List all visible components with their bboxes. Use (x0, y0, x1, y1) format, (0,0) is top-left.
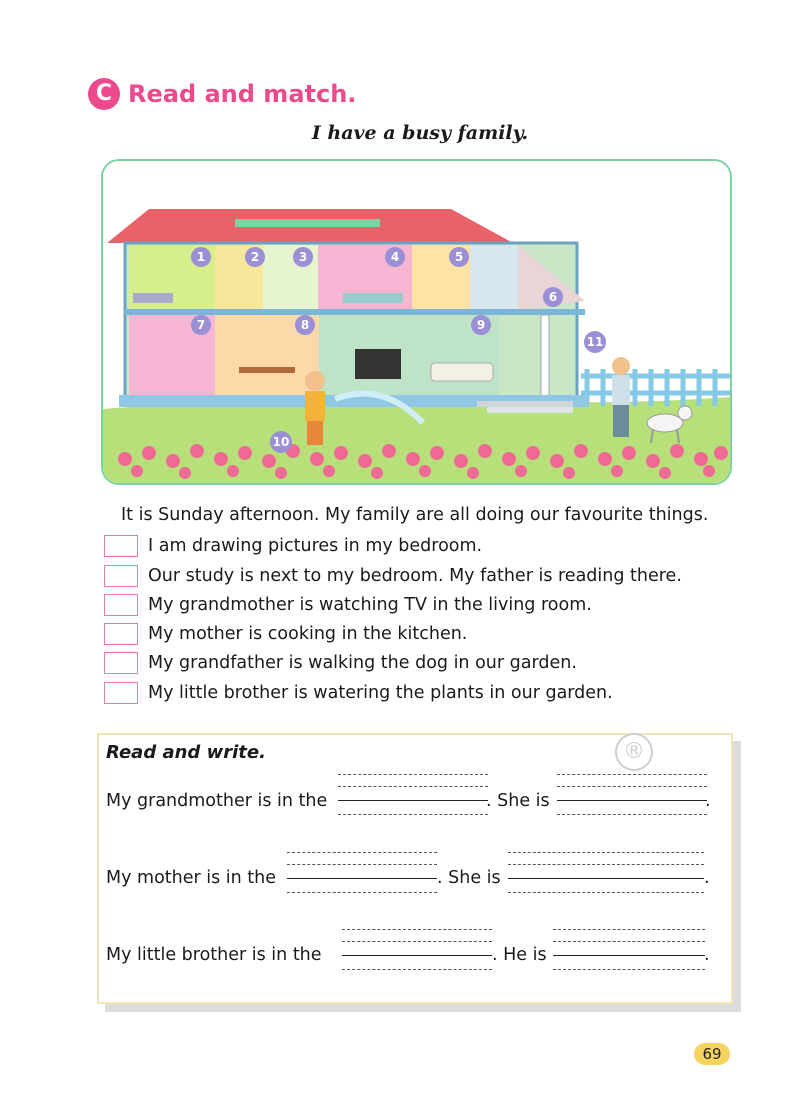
sentence-3-mid: . He is (492, 945, 547, 965)
sentence-1-start: My grandmother is in the (106, 791, 328, 811)
match-sentence: My grandmother is watching TV in the living room. (148, 595, 592, 615)
svg-text:7: 7 (196, 318, 206, 332)
match-row (104, 563, 744, 589)
sentence-2-start: My mother is in the (106, 868, 277, 888)
story-intro: It is Sunday afternoon. My family are all doing our favourite things. (121, 505, 709, 525)
marker-2 (245, 247, 265, 267)
svg-text:1: 1 (196, 250, 206, 264)
marker-10 (270, 431, 292, 453)
svg-text:9: 9 (476, 318, 486, 332)
house-illustration (101, 159, 732, 485)
match-row (104, 533, 744, 559)
answer-box[interactable] (104, 535, 138, 557)
match-sentence: My mother is cooking in the kitchen. (148, 624, 468, 644)
grandfather-figure (612, 357, 630, 437)
marker-4 (385, 247, 405, 267)
sentence-1-end: . (705, 791, 711, 811)
marker-11 (584, 331, 606, 353)
answer-box[interactable] (104, 594, 138, 616)
svg-text:3: 3 (298, 250, 308, 264)
page-number: 69 (694, 1043, 730, 1065)
match-row (104, 650, 744, 676)
marker-1 (191, 247, 211, 267)
sentence-3-end: . (704, 945, 710, 965)
match-sentence: I am drawing pictures in my bedroom. (148, 536, 483, 556)
story-title: I have a busy family. (311, 122, 529, 144)
marker-5 (449, 247, 469, 267)
answer-box[interactable] (104, 652, 138, 674)
boy-figure (305, 371, 325, 445)
registered-mark-watermark: ® (615, 733, 653, 771)
svg-text:6: 6 (548, 290, 558, 304)
match-sentence: My little brother is watering the plants in our garden. (148, 683, 613, 703)
marker-3 (293, 247, 313, 267)
match-row (104, 680, 744, 706)
answer-box[interactable] (104, 682, 138, 704)
answer-box[interactable] (104, 623, 138, 645)
read-write-title: Read and write. (106, 742, 266, 763)
svg-text:11: 11 (586, 335, 604, 349)
sentence-3-start: My little brother is in the (106, 945, 322, 965)
sentence-2-end: . (704, 868, 710, 888)
match-sentence: My grandfather is walking the dog in our garden. (148, 653, 577, 673)
svg-text:8: 8 (300, 318, 310, 332)
marker-9 (471, 315, 491, 335)
marker-8 (295, 315, 315, 335)
match-row (104, 592, 744, 618)
sentence-1-mid: . She is (486, 791, 550, 811)
section-title: Read and match. (128, 80, 357, 108)
svg-text:5: 5 (454, 250, 464, 264)
marker-6 (543, 287, 563, 307)
marker-7 (191, 315, 211, 335)
svg-text:2: 2 (250, 250, 260, 264)
section-badge: C (88, 78, 120, 110)
match-row (104, 621, 744, 647)
match-sentence: Our study is next to my bedroom. My father is reading there. (148, 566, 682, 586)
svg-text:10: 10 (272, 435, 290, 449)
svg-text:4: 4 (390, 250, 400, 264)
sentence-2-mid: . She is (437, 868, 501, 888)
answer-box[interactable] (104, 565, 138, 587)
